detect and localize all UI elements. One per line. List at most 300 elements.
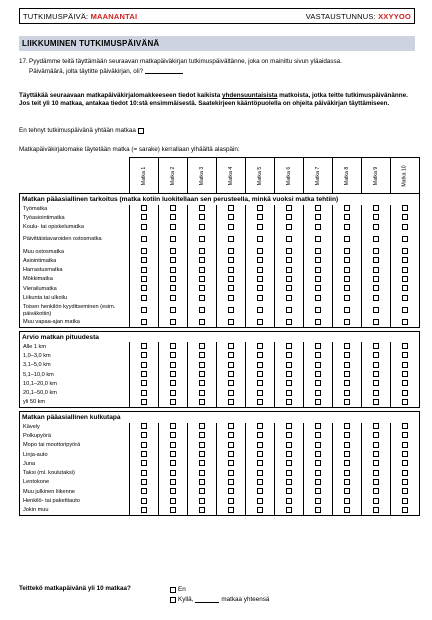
purpose-checkbox[interactable] <box>199 257 205 263</box>
length-checkbox[interactable] <box>373 399 379 405</box>
mode-checkbox[interactable] <box>141 498 147 504</box>
length-checkbox[interactable] <box>199 371 205 377</box>
purpose-checkbox[interactable] <box>228 276 234 282</box>
purpose-checkbox[interactable] <box>315 295 321 301</box>
purpose-checkbox[interactable] <box>199 319 205 325</box>
length-checkbox[interactable] <box>402 352 408 358</box>
length-checkbox[interactable] <box>315 399 321 405</box>
purpose-checkbox[interactable] <box>170 236 176 242</box>
length-checkbox[interactable] <box>286 371 292 377</box>
mode-checkbox[interactable] <box>286 470 292 476</box>
length-checkbox[interactable] <box>257 362 263 368</box>
length-checkbox[interactable] <box>286 352 292 358</box>
length-checkbox[interactable] <box>373 380 379 386</box>
purpose-checkbox[interactable] <box>315 236 321 242</box>
mode-checkbox[interactable] <box>170 423 176 429</box>
trip-cell <box>159 488 188 497</box>
mode-checkbox[interactable] <box>286 488 292 494</box>
purpose-checkbox[interactable] <box>315 307 321 313</box>
purpose-checkbox[interactable] <box>199 295 205 301</box>
length-checkbox[interactable] <box>199 399 205 405</box>
mode-checkbox[interactable] <box>286 451 292 457</box>
mode-checkbox[interactable] <box>373 460 379 466</box>
purpose-checkbox[interactable] <box>141 236 147 242</box>
mode-checkbox[interactable] <box>315 488 321 494</box>
purpose-checkbox[interactable] <box>286 236 292 242</box>
mode-checkbox[interactable] <box>228 479 234 485</box>
purpose-checkbox[interactable] <box>373 319 379 325</box>
purpose-checkbox[interactable] <box>315 248 321 254</box>
purpose-checkbox[interactable] <box>141 319 147 325</box>
length-checkbox[interactable] <box>141 390 147 396</box>
purpose-checkbox[interactable] <box>315 319 321 325</box>
length-checkbox[interactable] <box>402 371 408 377</box>
mode-checkbox[interactable] <box>315 460 321 466</box>
purpose-checkbox[interactable] <box>257 205 263 211</box>
length-checkbox[interactable] <box>141 362 147 368</box>
length-checkbox[interactable] <box>170 352 176 358</box>
purpose-checkbox[interactable] <box>402 236 408 242</box>
purpose-checkbox[interactable] <box>373 248 379 254</box>
mode-checkbox[interactable] <box>228 507 234 513</box>
mode-checkbox[interactable] <box>257 488 263 494</box>
length-checkbox[interactable] <box>141 343 147 349</box>
purpose-checkbox[interactable] <box>344 285 350 291</box>
length-checkbox[interactable] <box>170 399 176 405</box>
mode-checkbox[interactable] <box>257 442 263 448</box>
purpose-checkbox[interactable] <box>257 319 263 325</box>
purpose-checkbox[interactable] <box>199 224 205 230</box>
length-checkbox[interactable] <box>199 390 205 396</box>
length-checkbox[interactable] <box>170 343 176 349</box>
purpose-checkbox[interactable] <box>402 257 408 263</box>
purpose-checkbox[interactable] <box>373 205 379 211</box>
purpose-checkbox[interactable] <box>257 285 263 291</box>
purpose-checkbox[interactable] <box>199 205 205 211</box>
purpose-checkbox[interactable] <box>286 285 292 291</box>
purpose-checkbox[interactable] <box>141 276 147 282</box>
purpose-checkbox[interactable] <box>199 307 205 313</box>
purpose-checkbox[interactable] <box>286 214 292 220</box>
mode-checkbox[interactable] <box>141 442 147 448</box>
purpose-checkbox[interactable] <box>257 307 263 313</box>
length-checkbox[interactable] <box>286 399 292 405</box>
length-checkbox[interactable] <box>170 390 176 396</box>
purpose-checkbox[interactable] <box>257 267 263 273</box>
mode-checkbox[interactable] <box>199 479 205 485</box>
mode-checkbox[interactable] <box>315 498 321 504</box>
purpose-checkbox[interactable] <box>344 236 350 242</box>
length-checkbox[interactable] <box>344 343 350 349</box>
purpose-checkbox[interactable] <box>373 267 379 273</box>
length-checkbox[interactable] <box>315 343 321 349</box>
purpose-checkbox[interactable] <box>199 236 205 242</box>
mode-checkbox[interactable] <box>344 479 350 485</box>
mode-checkbox[interactable] <box>257 460 263 466</box>
mode-checkbox[interactable] <box>199 507 205 513</box>
purpose-checkbox[interactable] <box>170 214 176 220</box>
mode-checkbox[interactable] <box>141 470 147 476</box>
mode-checkbox[interactable] <box>402 423 408 429</box>
purpose-checkbox[interactable] <box>228 214 234 220</box>
purpose-checkbox[interactable] <box>257 214 263 220</box>
mode-checkbox[interactable] <box>141 507 147 513</box>
trip-count-field[interactable] <box>195 597 219 603</box>
purpose-checkbox[interactable] <box>402 285 408 291</box>
length-checkbox[interactable] <box>257 380 263 386</box>
mode-checkbox[interactable] <box>315 423 321 429</box>
mode-checkbox[interactable] <box>257 423 263 429</box>
purpose-checkbox[interactable] <box>344 248 350 254</box>
mode-checkbox[interactable] <box>402 488 408 494</box>
purpose-checkbox[interactable] <box>228 257 234 263</box>
mode-checkbox[interactable] <box>402 479 408 485</box>
purpose-checkbox[interactable] <box>170 205 176 211</box>
mode-checkbox[interactable] <box>315 507 321 513</box>
length-checkbox[interactable] <box>199 352 205 358</box>
purpose-checkbox[interactable] <box>170 257 176 263</box>
purpose-checkbox[interactable] <box>315 267 321 273</box>
mode-checkbox[interactable] <box>199 432 205 438</box>
purpose-checkbox[interactable] <box>170 295 176 301</box>
length-checkbox[interactable] <box>315 371 321 377</box>
purpose-checkbox[interactable] <box>315 214 321 220</box>
mode-checkbox[interactable] <box>257 451 263 457</box>
purpose-checkbox[interactable] <box>170 267 176 273</box>
purpose-checkbox[interactable] <box>170 248 176 254</box>
mode-checkbox[interactable] <box>199 451 205 457</box>
length-checkbox[interactable] <box>315 390 321 396</box>
mode-checkbox[interactable] <box>199 498 205 504</box>
mode-checkbox[interactable] <box>228 432 234 438</box>
mode-checkbox[interactable] <box>344 442 350 448</box>
mode-checkbox[interactable] <box>373 488 379 494</box>
mode-checkbox[interactable] <box>170 488 176 494</box>
purpose-checkbox[interactable] <box>315 257 321 263</box>
purpose-checkbox[interactable] <box>199 267 205 273</box>
purpose-checkbox[interactable] <box>228 295 234 301</box>
mode-checkbox[interactable] <box>228 423 234 429</box>
length-checkbox[interactable] <box>286 390 292 396</box>
length-checkbox[interactable] <box>373 352 379 358</box>
purpose-checkbox[interactable] <box>402 307 408 313</box>
trip-cell <box>275 361 304 370</box>
length-checkbox[interactable] <box>170 362 176 368</box>
purpose-checkbox[interactable] <box>344 214 350 220</box>
purpose-checkbox[interactable] <box>344 307 350 313</box>
length-checkbox[interactable] <box>344 352 350 358</box>
purpose-checkbox[interactable] <box>286 248 292 254</box>
mode-checkbox[interactable] <box>170 442 176 448</box>
length-checkbox[interactable] <box>170 380 176 386</box>
mode-checkbox[interactable] <box>344 432 350 438</box>
trip-cell <box>362 389 391 398</box>
purpose-checkbox[interactable] <box>402 295 408 301</box>
length-checkbox[interactable] <box>141 380 147 386</box>
purpose-checkbox[interactable] <box>228 267 234 273</box>
purpose-checkbox[interactable] <box>170 285 176 291</box>
purpose-checkbox[interactable] <box>286 205 292 211</box>
length-checkbox[interactable] <box>199 343 205 349</box>
purpose-checkbox[interactable] <box>228 224 234 230</box>
mode-checkbox[interactable] <box>286 498 292 504</box>
mode-checkbox[interactable] <box>141 451 147 457</box>
purpose-checkbox[interactable] <box>402 267 408 273</box>
mode-checkbox[interactable] <box>257 432 263 438</box>
purpose-checkbox[interactable] <box>170 319 176 325</box>
purpose-checkbox[interactable] <box>199 285 205 291</box>
mode-checkbox[interactable] <box>402 507 408 513</box>
mode-checkbox[interactable] <box>257 470 263 476</box>
length-checkbox[interactable] <box>228 362 234 368</box>
mode-checkbox[interactable] <box>315 479 321 485</box>
purpose-checkbox[interactable] <box>228 285 234 291</box>
mode-checkbox[interactable] <box>286 460 292 466</box>
purpose-checkbox[interactable] <box>315 224 321 230</box>
option-yes-checkbox[interactable] <box>170 597 176 603</box>
mode-checkbox[interactable] <box>141 488 147 494</box>
length-checkbox[interactable] <box>141 399 147 405</box>
length-checkbox[interactable] <box>228 399 234 405</box>
mode-checkbox[interactable] <box>170 432 176 438</box>
purpose-checkbox[interactable] <box>402 248 408 254</box>
purpose-checkbox[interactable] <box>402 319 408 325</box>
mode-checkbox[interactable] <box>315 432 321 438</box>
purpose-checkbox[interactable] <box>402 214 408 220</box>
length-checkbox[interactable] <box>344 380 350 386</box>
purpose-checkbox[interactable] <box>228 307 234 313</box>
purpose-checkbox[interactable] <box>373 307 379 313</box>
mode-checkbox[interactable] <box>141 479 147 485</box>
purpose-checkbox[interactable] <box>373 214 379 220</box>
mode-checkbox[interactable] <box>170 479 176 485</box>
mode-checkbox[interactable] <box>228 470 234 476</box>
purpose-checkbox[interactable] <box>344 267 350 273</box>
length-checkbox[interactable] <box>286 380 292 386</box>
purpose-checkbox[interactable] <box>141 285 147 291</box>
mode-checkbox[interactable] <box>344 460 350 466</box>
purpose-checkbox[interactable] <box>286 319 292 325</box>
purpose-checkbox[interactable] <box>170 276 176 282</box>
trip-cell <box>362 275 391 284</box>
length-checkbox[interactable] <box>315 362 321 368</box>
purpose-checkbox[interactable] <box>402 205 408 211</box>
mode-checkbox[interactable] <box>373 498 379 504</box>
length-checkbox[interactable] <box>402 399 408 405</box>
mode-checkbox[interactable] <box>286 432 292 438</box>
date-field[interactable] <box>145 68 183 74</box>
mode-checkbox[interactable] <box>373 470 379 476</box>
mode-checkbox[interactable] <box>373 451 379 457</box>
mode-checkbox[interactable] <box>286 442 292 448</box>
mode-checkbox[interactable] <box>170 507 176 513</box>
length-checkbox[interactable] <box>402 362 408 368</box>
length-checkbox[interactable] <box>257 343 263 349</box>
purpose-checkbox[interactable] <box>286 276 292 282</box>
length-checkbox[interactable] <box>141 352 147 358</box>
purpose-checkbox[interactable] <box>402 224 408 230</box>
mode-checkbox[interactable] <box>170 451 176 457</box>
purpose-checkbox[interactable] <box>286 295 292 301</box>
purpose-checkbox[interactable] <box>141 214 147 220</box>
length-checkbox[interactable] <box>286 362 292 368</box>
mode-checkbox[interactable] <box>373 442 379 448</box>
length-checkbox[interactable] <box>228 371 234 377</box>
length-checkbox[interactable] <box>228 380 234 386</box>
length-checkbox[interactable] <box>373 390 379 396</box>
purpose-checkbox[interactable] <box>344 224 350 230</box>
length-checkbox[interactable] <box>228 352 234 358</box>
purpose-checkbox[interactable] <box>228 319 234 325</box>
purpose-checkbox[interactable] <box>373 257 379 263</box>
purpose-checkbox[interactable] <box>141 205 147 211</box>
mode-checkbox[interactable] <box>228 488 234 494</box>
purpose-checkbox[interactable] <box>344 319 350 325</box>
length-checkbox[interactable] <box>344 371 350 377</box>
length-checkbox[interactable] <box>257 399 263 405</box>
length-checkbox[interactable] <box>402 343 408 349</box>
purpose-checkbox[interactable] <box>286 257 292 263</box>
purpose-checkbox[interactable] <box>170 224 176 230</box>
purpose-checkbox[interactable] <box>373 285 379 291</box>
purpose-checkbox[interactable] <box>228 236 234 242</box>
mode-checkbox[interactable] <box>199 460 205 466</box>
purpose-checkbox[interactable] <box>199 214 205 220</box>
mode-checkbox[interactable] <box>344 488 350 494</box>
mode-checkbox[interactable] <box>141 460 147 466</box>
purpose-checkbox[interactable] <box>315 285 321 291</box>
purpose-checkbox[interactable] <box>286 224 292 230</box>
mode-checkbox[interactable] <box>402 498 408 504</box>
length-checkbox[interactable] <box>344 399 350 405</box>
purpose-checkbox[interactable] <box>373 295 379 301</box>
purpose-checkbox[interactable] <box>344 257 350 263</box>
purpose-checkbox[interactable] <box>228 205 234 211</box>
mode-checkbox[interactable] <box>286 507 292 513</box>
mode-checkbox[interactable] <box>315 442 321 448</box>
mode-checkbox[interactable] <box>315 470 321 476</box>
purpose-checkbox[interactable] <box>344 295 350 301</box>
purpose-checkbox[interactable] <box>170 307 176 313</box>
trip-cell <box>130 380 159 389</box>
length-checkbox[interactable] <box>373 362 379 368</box>
option-no-checkbox[interactable] <box>170 587 176 593</box>
mode-checkbox[interactable] <box>170 470 176 476</box>
length-checkbox[interactable] <box>373 371 379 377</box>
mode-checkbox[interactable] <box>402 460 408 466</box>
mode-checkbox[interactable] <box>402 442 408 448</box>
mode-checkbox[interactable] <box>344 423 350 429</box>
length-checkbox[interactable] <box>315 380 321 386</box>
length-checkbox[interactable] <box>344 390 350 396</box>
length-checkbox[interactable] <box>199 362 205 368</box>
purpose-checkbox[interactable] <box>228 248 234 254</box>
purpose-checkbox[interactable] <box>373 236 379 242</box>
mode-checkbox[interactable] <box>373 479 379 485</box>
mode-checkbox[interactable] <box>170 498 176 504</box>
length-checkbox[interactable] <box>257 352 263 358</box>
mode-checkbox[interactable] <box>373 432 379 438</box>
length-checkbox[interactable] <box>286 343 292 349</box>
mode-checkbox[interactable] <box>344 470 350 476</box>
mode-checkbox[interactable] <box>373 507 379 513</box>
mode-checkbox[interactable] <box>286 479 292 485</box>
purpose-checkbox[interactable] <box>141 295 147 301</box>
purpose-checkbox[interactable] <box>199 276 205 282</box>
length-checkbox[interactable] <box>228 343 234 349</box>
purpose-checkbox[interactable] <box>286 267 292 273</box>
length-checkbox[interactable] <box>228 390 234 396</box>
mode-checkbox[interactable] <box>402 432 408 438</box>
mode-checkbox[interactable] <box>141 423 147 429</box>
purpose-checkbox[interactable] <box>199 248 205 254</box>
purpose-checkbox[interactable] <box>141 267 147 273</box>
purpose-checkbox[interactable] <box>141 224 147 230</box>
mode-checkbox[interactable] <box>286 423 292 429</box>
purpose-checkbox[interactable] <box>373 224 379 230</box>
purpose-checkbox[interactable] <box>344 205 350 211</box>
mode-checkbox[interactable] <box>199 442 205 448</box>
mode-checkbox[interactable] <box>402 470 408 476</box>
mode-checkbox[interactable] <box>199 423 205 429</box>
purpose-checkbox[interactable] <box>402 276 408 282</box>
purpose-checkbox[interactable] <box>257 257 263 263</box>
mode-checkbox[interactable] <box>228 451 234 457</box>
length-checkbox[interactable] <box>315 352 321 358</box>
purpose-checkbox[interactable] <box>315 276 321 282</box>
mode-checkbox[interactable] <box>228 460 234 466</box>
purpose-checkbox[interactable] <box>257 224 263 230</box>
no-trip-checkbox[interactable] <box>138 128 144 134</box>
length-checkbox[interactable] <box>373 343 379 349</box>
purpose-checkbox[interactable] <box>257 276 263 282</box>
purpose-checkbox[interactable] <box>344 276 350 282</box>
length-checkbox[interactable] <box>344 362 350 368</box>
mode-checkbox[interactable] <box>199 488 205 494</box>
purpose-checkbox[interactable] <box>257 295 263 301</box>
mode-checkbox[interactable] <box>257 498 263 504</box>
length-checkbox[interactable] <box>257 390 263 396</box>
mode-checkbox[interactable] <box>199 470 205 476</box>
purpose-checkbox[interactable] <box>257 248 263 254</box>
purpose-checkbox[interactable] <box>141 257 147 263</box>
mode-checkbox[interactable] <box>257 479 263 485</box>
mode-checkbox[interactable] <box>344 451 350 457</box>
length-checkbox[interactable] <box>141 371 147 377</box>
length-checkbox[interactable] <box>402 380 408 386</box>
length-checkbox[interactable] <box>402 390 408 396</box>
purpose-checkbox[interactable] <box>315 205 321 211</box>
purpose-checkbox[interactable] <box>141 307 147 313</box>
purpose-checkbox[interactable] <box>373 276 379 282</box>
purpose-checkbox[interactable] <box>257 236 263 242</box>
length-checkbox[interactable] <box>257 371 263 377</box>
length-checkbox[interactable] <box>199 380 205 386</box>
mode-checkbox[interactable] <box>344 498 350 504</box>
mode-checkbox[interactable] <box>402 451 408 457</box>
mode-checkbox[interactable] <box>315 451 321 457</box>
length-checkbox[interactable] <box>170 371 176 377</box>
mode-checkbox[interactable] <box>228 498 234 504</box>
mode-checkbox[interactable] <box>257 507 263 513</box>
purpose-checkbox[interactable] <box>286 307 292 313</box>
mode-checkbox[interactable] <box>228 442 234 448</box>
mode-checkbox[interactable] <box>141 432 147 438</box>
mode-checkbox[interactable] <box>373 423 379 429</box>
mode-checkbox[interactable] <box>344 507 350 513</box>
purpose-checkbox[interactable] <box>141 248 147 254</box>
mode-checkbox[interactable] <box>170 460 176 466</box>
